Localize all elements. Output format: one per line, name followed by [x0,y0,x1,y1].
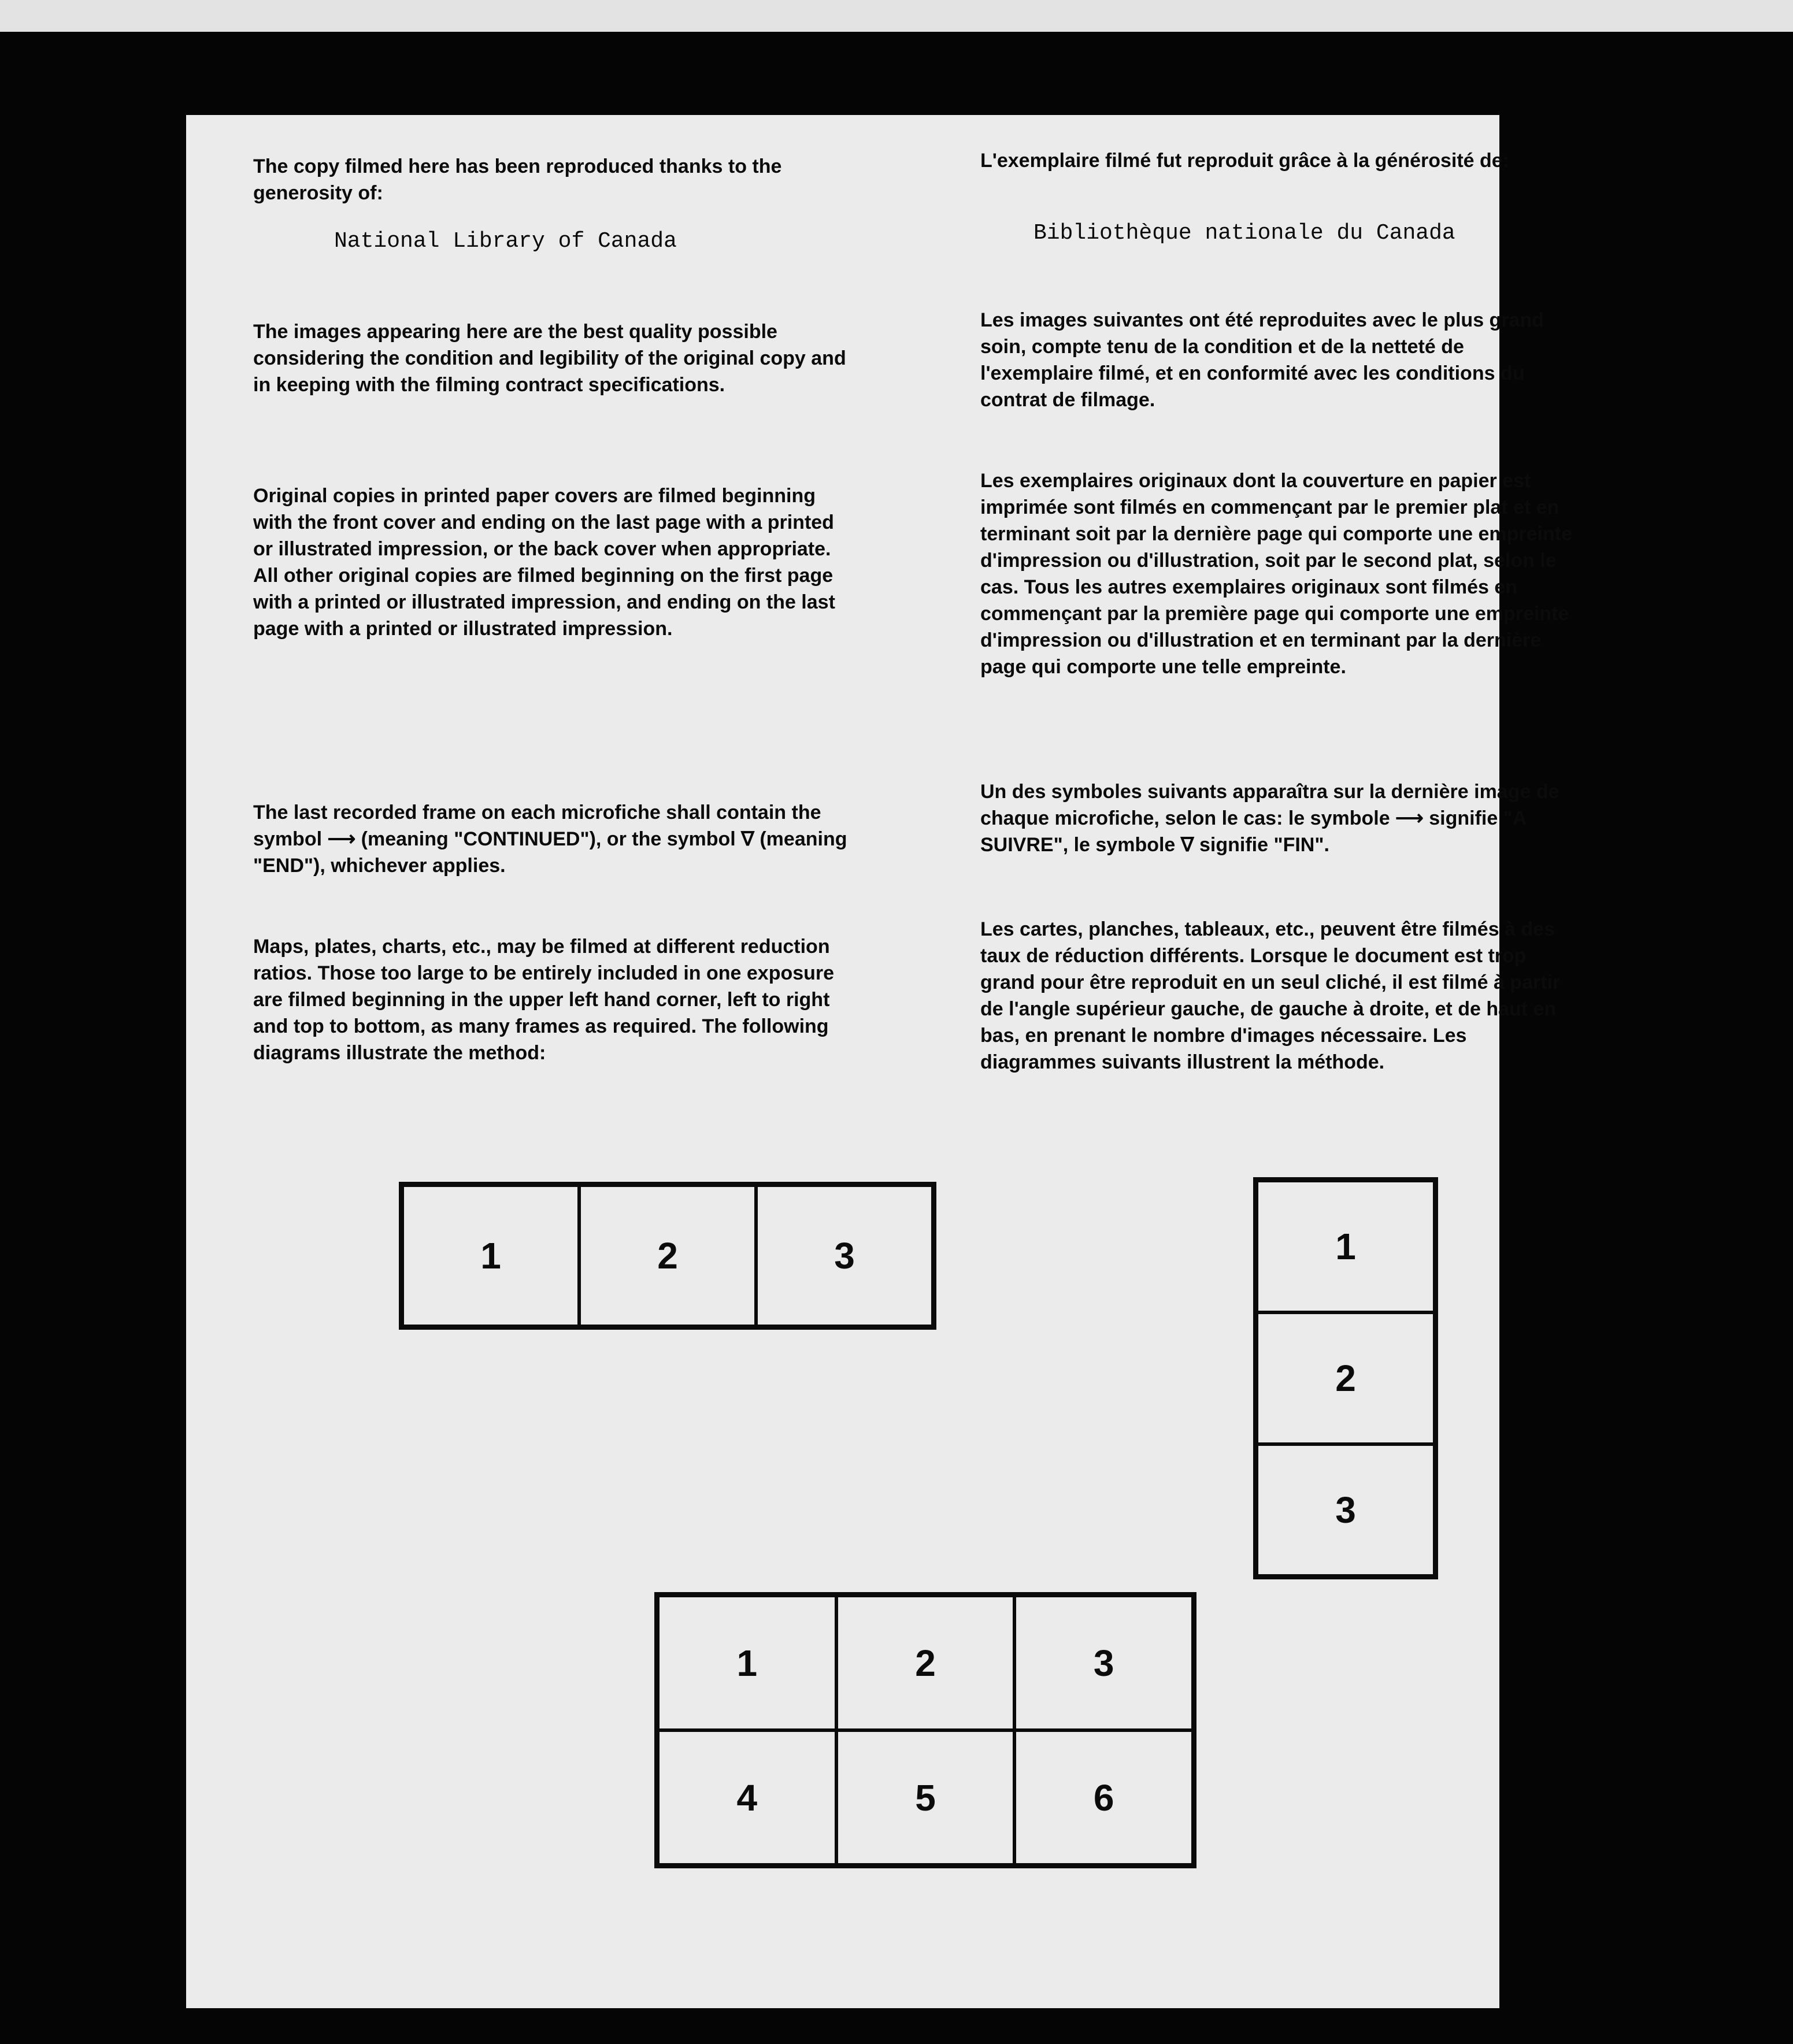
diagram-cell: 1 [1257,1181,1435,1312]
diagram-cell: 2 [579,1185,756,1326]
english-symbols: The last recorded frame on each microfiche shall contain the symbol ⟶ (meaning "CONTINUED"), or the symbol ∇ (meaning "END"), whichever applies. [253,802,847,877]
diagram-cell: 2 [836,1596,1015,1730]
diagram-cell: 6 [1014,1730,1193,1865]
english-covers: Original copies in printed paper covers are filmed beginning with the front cover and ending on the last page with a printed or illustrated impression, or the back cover when appropriate. All other original copies are filmed beginning on the first page with a printed or illustrated impression, and ending on the last page with a printed or illustrated impression. [253,485,835,640]
diagram-cell: 3 [1257,1444,1435,1576]
french-covers: Les exemplaires originaux dont la couverture en papier est imprimée sont filmés en commençant par le premier plat et en terminant soit par la dernière page qui comporte une empreinte d'impression ou d'illustration, soit par le second plat, selon le cas. Tous les autres exemplaires originaux sont filmés en commençant par la première page qui comporte une empreinte d'impression ou d'illustration et en terminant par la dernière page qui comporte une telle empreinte. [980,470,1573,678]
english-library: National Library of Canada [334,229,677,254]
french-quality: Les images suivantes ont été reproduites avec le plus grand soin, compte tenu de la condition et de la netteté de l'exemplaire filmé, et en conformité avec les conditions du contrat de filmage. [980,309,1544,411]
diagram-row-three [399,1182,936,1330]
diagram-cell: 3 [1014,1596,1193,1730]
english-thanks: The copy filmed here has been reproduced thanks to the generosity of: [253,155,782,204]
diagram-cell: 2 [1257,1312,1435,1444]
diagram-cell: 1 [402,1185,579,1326]
microfilm-frame [0,32,1793,2044]
french-symbols: Un des symboles suivants apparaîtra sur la dernière image de chaque microfiche, selon le cas: le symbole ⟶ signifie "A SUIVRE", le symbole ∇ signifie "FIN". [980,781,1559,856]
diagram-cell: 4 [658,1730,836,1865]
diagram-grid-six [654,1592,1196,1868]
diagram-cell: 1 [658,1596,836,1730]
english-maps: Maps, plates, charts, etc., may be filmed at different reduction ratios. Those too large to be entirely included in one exposure are filmed beginning in the upper left hand corner, left to right and top to bottom, as many frames as required. The following diagrams illustrate the method: [253,936,835,1064]
diagram-column-three [1253,1177,1438,1579]
diagram-cell: 5 [836,1730,1015,1865]
french-library: Bibliothèque nationale du Canada [1033,221,1455,246]
diagram-cell: 3 [756,1185,933,1326]
english-quality: The images appearing here are the best quality possible considering the condition and legibility of the original copy and in keeping with the filming contract specifications. [253,321,846,396]
french-maps: Les cartes, planches, tableaux, etc., peuvent être filmés à des taux de réduction différents. Lorsque le document est trop grand pour être reproduit en un seul cliché, il est filmé à partir de l'angle supérieur gauche, de gauche à droite, et de haut en bas, en prenant le nombre d'images nécessaire. Les diagrammes suivants illustrent la méthode. [980,918,1561,1073]
target-sheet [186,115,1573,2008]
french-thanks: L'exemplaire filmé fut reproduit grâce à la générosité de: [980,150,1510,172]
